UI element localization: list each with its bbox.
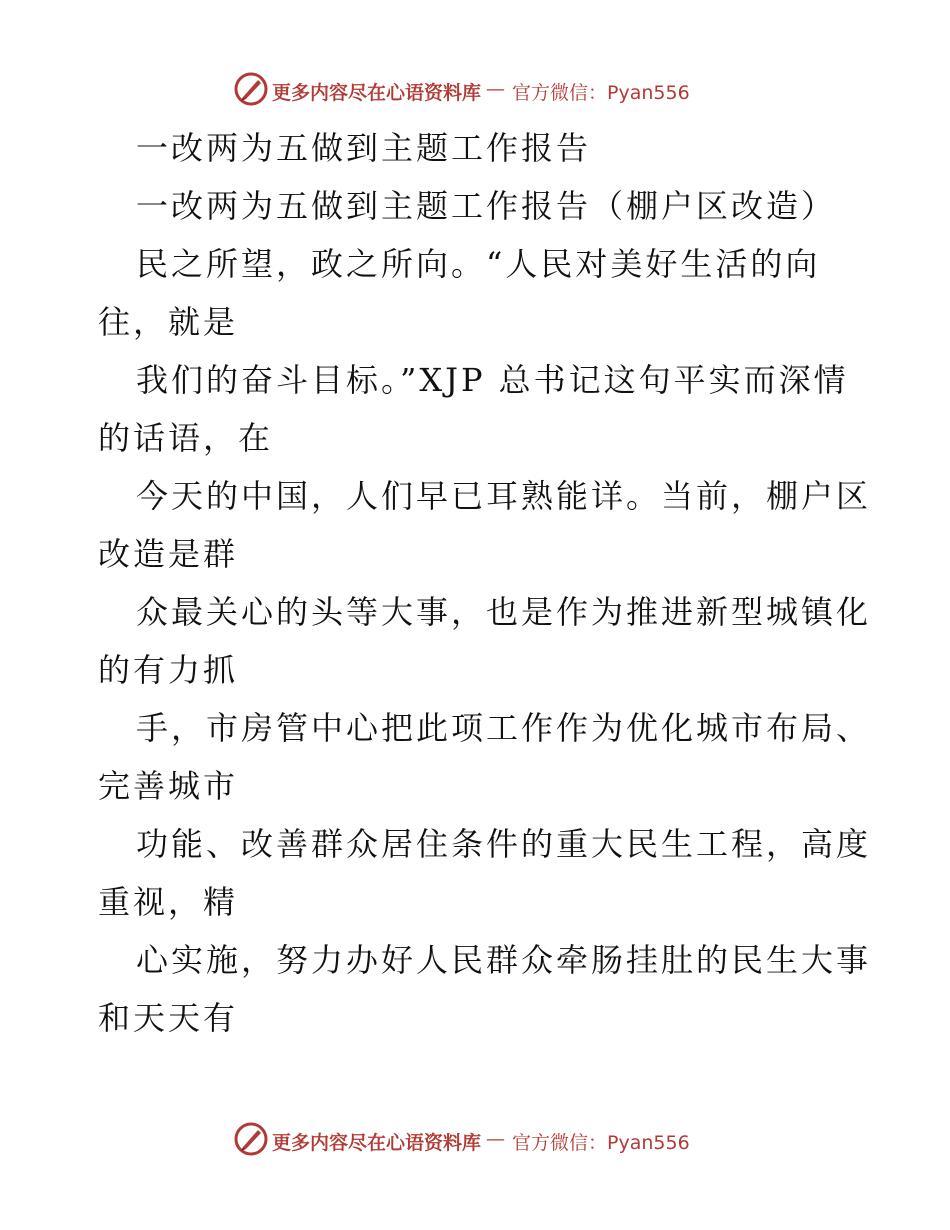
paragraph-line: 民之所望，政之所向。“人民对美好生活的向 <box>136 245 821 283</box>
footer-banner <box>0 1120 950 1160</box>
paragraph-line: 心实施，努力办好人民群众牵肠挂肚的民生大事 <box>136 941 872 979</box>
paragraph-line: 今天的中国，人们早已耳熟能详。当前，棚户区 <box>136 477 872 515</box>
footer-dash: — <box>486 1128 505 1150</box>
document-subtitle: 一改两为五做到主题工作报告（棚户区改造） <box>136 187 837 225</box>
paragraph-line: 众最关心的头等大事，也是作为推进新型城镇化 <box>136 593 872 631</box>
paragraph-line: 重视，精 <box>98 883 239 921</box>
paragraph-line: 和天天有 <box>98 999 239 1037</box>
footer-wechat-text: 官方微信：Pyan556 <box>512 1132 690 1154</box>
header-wechat-text: 官方微信：Pyan556 <box>512 82 690 104</box>
header-brand-text: 更多内容尽在心语资料库 <box>272 82 482 104</box>
pen-logo-icon <box>234 72 268 106</box>
footer-brand-text: 更多内容尽在心语资料库 <box>272 1132 482 1154</box>
paragraph-line: 的话语，在 <box>98 419 274 457</box>
paragraph-line: 我们的奋斗目标。”XJP 总书记这句平实而深情 <box>136 361 849 399</box>
header-banner <box>0 70 950 110</box>
paragraph-line: 完善城市 <box>98 767 239 805</box>
paragraph-line: 手，市房管中心把此项工作作为优化城市布局、 <box>136 709 872 747</box>
paragraph-line: 功能、改善群众居住条件的重大民生工程，高度 <box>136 825 872 863</box>
header-dash: — <box>486 78 505 100</box>
document-title: 一改两为五做到主题工作报告 <box>136 129 592 167</box>
paragraph-line: 的有力抓 <box>98 651 239 689</box>
pen-logo-icon <box>234 1122 268 1156</box>
paragraph-line: 往，就是 <box>98 303 239 341</box>
paragraph-line: 改造是群 <box>98 535 239 573</box>
